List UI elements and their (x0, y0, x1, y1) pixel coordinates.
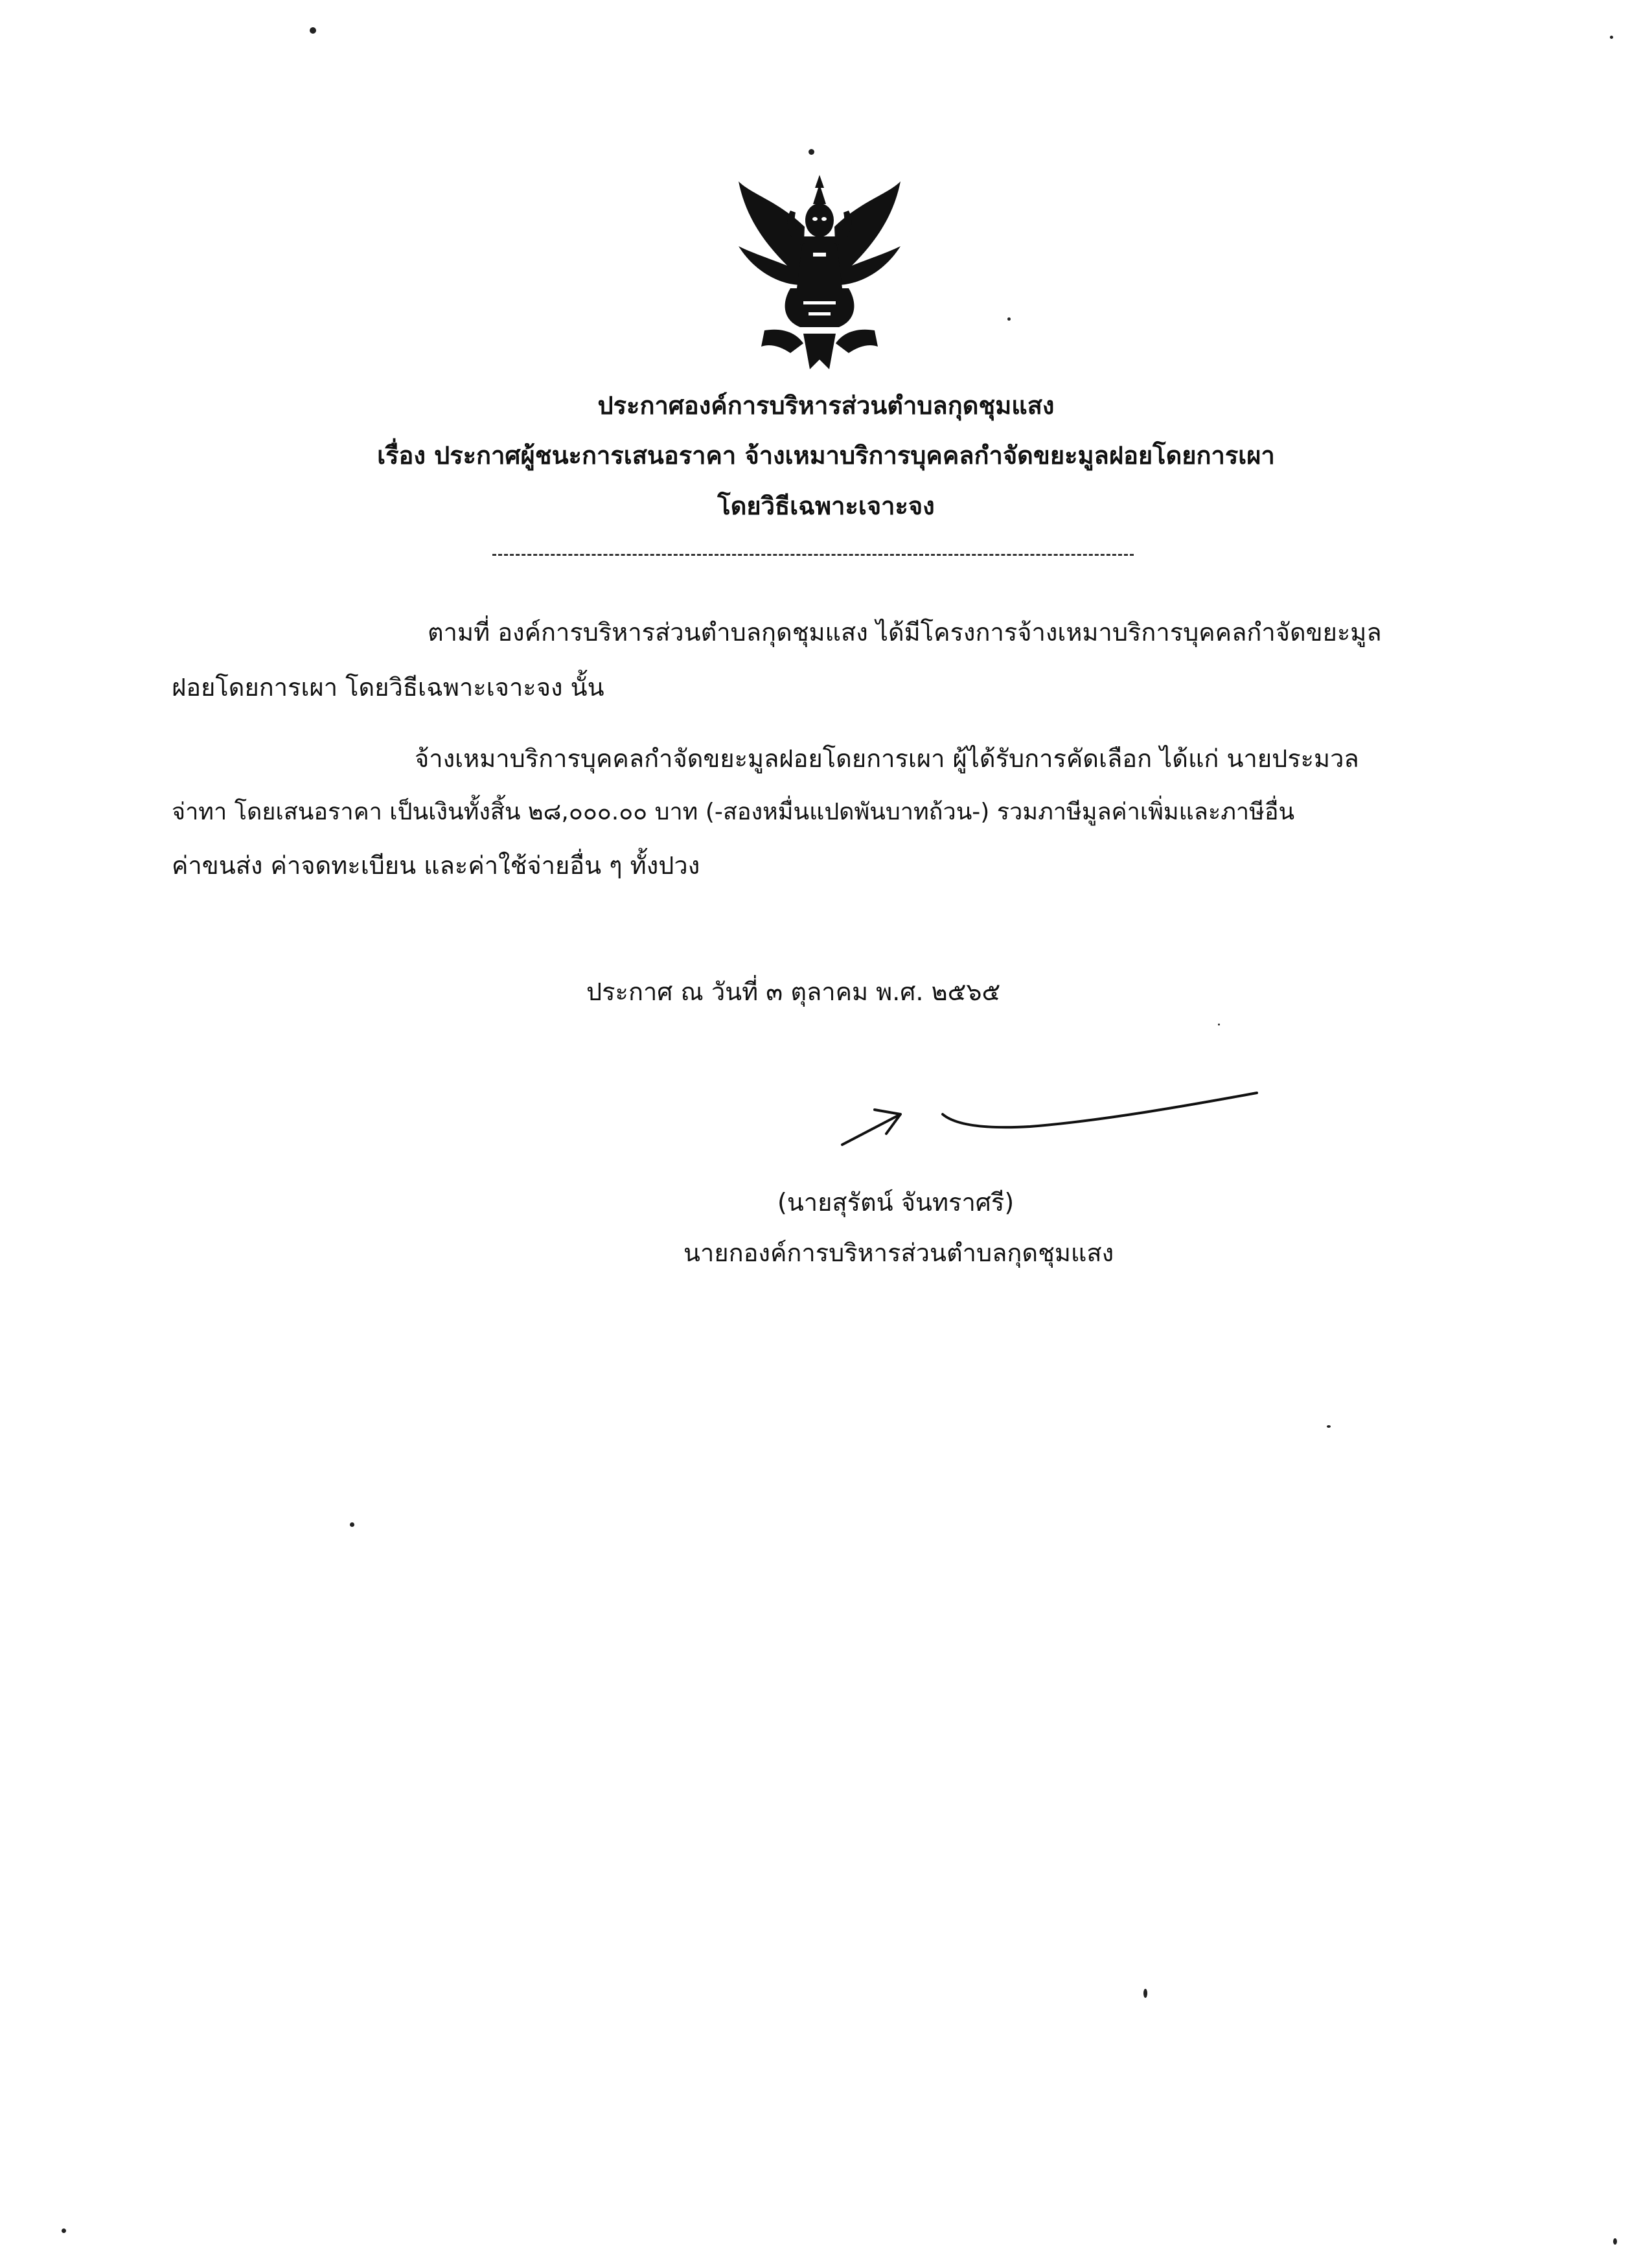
scan-speck (1218, 1024, 1220, 1025)
paragraph-2-line-3: ค่าขนส่ง ค่าจดทะเบียน และค่าใช้จ่ายอื่น ๆ ทั้งปวง (172, 851, 700, 880)
scan-speck (1613, 2238, 1617, 2245)
scan-speck (350, 1522, 354, 1527)
scan-speck (809, 149, 814, 155)
paragraph-1-line-2: ฝอยโดยการเผา โดยวิธีเฉพาะเจาะจง นั้น (172, 673, 604, 702)
scan-speck (1610, 36, 1613, 39)
scan-speck (310, 27, 316, 34)
paragraph-1-line-1: ตามที่ องค์การบริหารส่วนตำบลกุดชุมแสง ได้มีโครงการจ้างเหมาบริการบุคคลกำจัดขยะมูล (428, 618, 1382, 647)
scan-speck (1327, 1425, 1331, 1428)
signatory-position: นายกองค์การบริหารส่วนตำบลกุดชุมแสง (683, 1239, 1114, 1267)
announcement-title: ประกาศองค์การบริหารส่วนตำบลกุดชุมแสง (597, 391, 1055, 420)
scan-speck (1143, 1989, 1147, 1998)
signature-mark (836, 1079, 1263, 1163)
scan-speck (62, 2228, 66, 2233)
announcement-date: ประกาศ ณ วันที่ ๓ ตุลาคม พ.ศ. ๒๕๖๕ (586, 978, 1001, 1006)
paragraph-2-line-1: จ้างเหมาบริการบุคคลกำจัดขยะมูลฝอยโดยการเผา ผู้ได้รับการคัดเลือก ได้แก่ นายประมวล (415, 744, 1359, 773)
signatory-name: (นายสุรัตน์ จันทราศรี) (777, 1188, 1015, 1217)
header-divider (492, 554, 1134, 556)
announcement-method: โดยวิธีเฉพาะเจาะจง (717, 492, 935, 520)
garuda-emblem-icon (726, 175, 913, 376)
paragraph-2-line-2: จ่าทา โดยเสนอราคา เป็นเงินทั้งสิ้น ๒๘,๐๐๐.๐๐ บาท (-สองหมื่นแปดพันบาทถ้วน-) รวมภาษีมูลค่าเพิ่มและภาษีอื่น (172, 799, 1295, 825)
announcement-subject: เรื่อง ประกาศผู้ชนะการเสนอราคา จ้างเหมาบริการบุคคลกำจัดขยะมูลฝอยโดยการเผา (377, 441, 1275, 470)
scan-speck (1007, 317, 1011, 321)
